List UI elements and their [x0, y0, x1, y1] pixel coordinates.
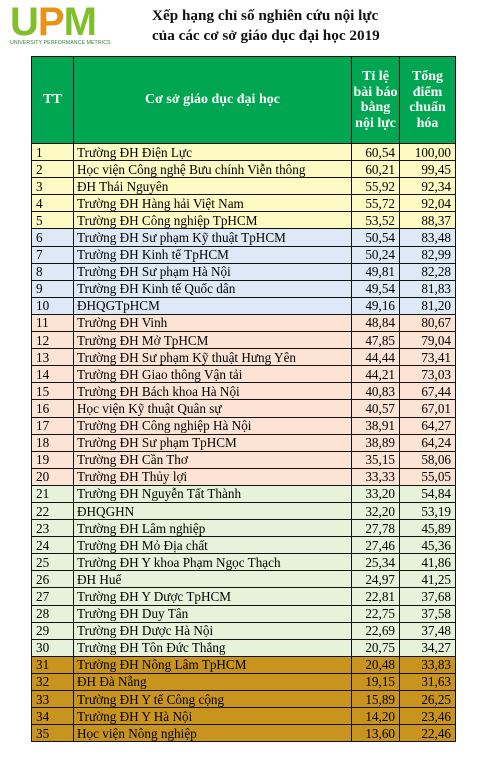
table-row	[32, 212, 456, 229]
header-tt: TT	[32, 57, 74, 144]
cell-tt: 25	[32, 554, 74, 571]
table-row	[32, 417, 456, 434]
cell-score: 22,46	[400, 725, 456, 742]
cell-name: ĐH Huế	[74, 571, 352, 588]
cell-ratio: 20,75	[352, 639, 400, 656]
cell-ratio: 55,72	[352, 195, 400, 212]
cell-tt: 24	[32, 537, 74, 554]
cell-score: 53,19	[400, 502, 456, 519]
cell-ratio: 40,57	[352, 400, 400, 417]
cell-name: Trường ĐH Y Hà Nội	[74, 708, 352, 725]
table-row	[32, 178, 456, 195]
cell-score: 100,00	[400, 144, 456, 161]
cell-score: 58,06	[400, 451, 456, 468]
table-row	[32, 366, 456, 383]
cell-score: 41,86	[400, 554, 456, 571]
table-row	[32, 656, 456, 673]
cell-tt: 9	[32, 280, 74, 297]
cell-name: Trường ĐH Mở TpHCM	[74, 332, 352, 349]
cell-name: Trường ĐH Dược Hà Nội	[74, 622, 352, 639]
cell-ratio: 27,78	[352, 520, 400, 537]
cell-name: Trường ĐH Công nghiệp TpHCM	[74, 212, 352, 229]
cell-name: Trường ĐH Y tế Công cộng	[74, 691, 352, 708]
cell-score: 73,03	[400, 366, 456, 383]
cell-score: 37,58	[400, 605, 456, 622]
cell-name: Trường ĐH Cần Thơ	[74, 451, 352, 468]
table-row	[32, 434, 456, 451]
cell-score: 67,01	[400, 400, 456, 417]
cell-ratio: 38,89	[352, 434, 400, 451]
cell-name: Trường ĐH Thủy lợi	[74, 468, 352, 485]
cell-tt: 27	[32, 588, 74, 605]
table-row	[32, 639, 456, 656]
cell-score: 54,84	[400, 485, 456, 502]
cell-tt: 23	[32, 520, 74, 537]
header-score: Tổng điểm chuẩn hóa	[400, 57, 456, 144]
cell-tt: 26	[32, 571, 74, 588]
table-row	[32, 229, 456, 246]
cell-ratio: 48,84	[352, 314, 400, 331]
table-row	[32, 195, 456, 212]
cell-name: Trường ĐH Nguyễn Tất Thành	[74, 485, 352, 502]
cell-score: 31,63	[400, 673, 456, 690]
title-line-1: Xếp hạng chỉ số nghiên cứu nội lực	[152, 7, 379, 24]
table-row	[32, 383, 456, 400]
cell-tt: 1	[32, 144, 74, 161]
cell-name: Trường ĐH Duy Tân	[74, 605, 352, 622]
cell-score: 73,41	[400, 349, 456, 366]
table-row	[32, 725, 456, 742]
cell-name: Trường ĐH Mỏ Địa chất	[74, 537, 352, 554]
cell-tt: 20	[32, 468, 74, 485]
cell-name: ĐHQGTpHCM	[74, 297, 352, 314]
logo-u: U	[10, 0, 38, 44]
cell-score: 41,25	[400, 571, 456, 588]
cell-tt: 11	[32, 314, 74, 331]
table-row	[32, 588, 456, 605]
cell-score: 80,67	[400, 314, 456, 331]
table-row	[32, 485, 456, 502]
cell-score: 92,34	[400, 178, 456, 195]
cell-tt: 22	[32, 502, 74, 519]
cell-tt: 33	[32, 691, 74, 708]
cell-name: Trường ĐH Tôn Đức Thắng	[74, 639, 352, 656]
table-row	[32, 451, 456, 468]
cell-tt: 30	[32, 639, 74, 656]
table-row	[32, 332, 456, 349]
table-row	[32, 622, 456, 639]
cell-ratio: 32,20	[352, 502, 400, 519]
cell-tt: 15	[32, 383, 74, 400]
cell-ratio: 22,81	[352, 588, 400, 605]
cell-tt: 14	[32, 366, 74, 383]
cell-ratio: 13,60	[352, 725, 400, 742]
cell-ratio: 35,15	[352, 451, 400, 468]
cell-name: Học viện Nông nghiệp	[74, 725, 352, 742]
cell-tt: 5	[32, 212, 74, 229]
cell-ratio: 25,34	[352, 554, 400, 571]
table-row	[32, 297, 456, 314]
cell-ratio: 44,44	[352, 349, 400, 366]
cell-tt: 8	[32, 263, 74, 280]
table-row	[32, 280, 456, 297]
cell-name: Trường ĐH Điện Lực	[74, 144, 352, 161]
cell-name: Trường ĐH Y khoa Phạm Ngọc Thạch	[74, 554, 352, 571]
cell-name: ĐH Thái Nguyên	[74, 178, 352, 195]
logo-p: P	[37, 0, 64, 44]
cell-score: 64,27	[400, 417, 456, 434]
cell-score: 37,48	[400, 622, 456, 639]
table-row	[32, 349, 456, 366]
cell-tt: 32	[32, 673, 74, 690]
header	[0, 0, 481, 56]
cell-score: 26,25	[400, 691, 456, 708]
cell-ratio: 27,46	[352, 537, 400, 554]
cell-score: 23,46	[400, 708, 456, 725]
cell-tt: 3	[32, 178, 74, 195]
cell-name: Trường ĐH Lâm nghiệp	[74, 520, 352, 537]
cell-ratio: 49,81	[352, 263, 400, 280]
cell-score: 99,45	[400, 161, 456, 178]
cell-name: Trường ĐH Giao thông Vận tải	[74, 366, 352, 383]
cell-ratio: 53,52	[352, 212, 400, 229]
cell-ratio: 22,69	[352, 622, 400, 639]
cell-name: Trường ĐH Sư phạm Hà Nội	[74, 263, 352, 280]
table-row	[32, 144, 456, 161]
cell-score: 45,89	[400, 520, 456, 537]
cell-name: Trường ĐH Sư phạm Kỹ thuật TpHCM	[74, 229, 352, 246]
header-ratio: Tỉ lệ bài báo bằng nội lực	[352, 57, 400, 144]
table-row	[32, 468, 456, 485]
table-row	[32, 502, 456, 519]
cell-score: 34,27	[400, 639, 456, 656]
table-row	[32, 314, 456, 331]
cell-ratio: 50,54	[352, 229, 400, 246]
cell-ratio: 33,33	[352, 468, 400, 485]
cell-ratio: 19,15	[352, 673, 400, 690]
table-row	[32, 691, 456, 708]
table-body	[32, 144, 456, 742]
cell-ratio: 14,20	[352, 708, 400, 725]
cell-score: 37,68	[400, 588, 456, 605]
cell-score: 55,05	[400, 468, 456, 485]
table-row	[32, 246, 456, 263]
cell-name: Trường ĐH Kinh tế TpHCM	[74, 246, 352, 263]
ranking-table	[31, 56, 456, 742]
cell-tt: 10	[32, 297, 74, 314]
title-line-2: của các cơ sở giáo dục đại học 2019	[152, 27, 380, 44]
cell-tt: 18	[32, 434, 74, 451]
cell-name: Trường ĐH Công nghiệp Hà Nội	[74, 417, 352, 434]
cell-score: 45,36	[400, 537, 456, 554]
cell-tt: 19	[32, 451, 74, 468]
cell-ratio: 55,92	[352, 178, 400, 195]
cell-score: 33,83	[400, 656, 456, 673]
table-header-row	[32, 57, 456, 144]
cell-name: Trường ĐH Sư phạm TpHCM	[74, 434, 352, 451]
cell-ratio: 40,83	[352, 383, 400, 400]
cell-tt: 21	[32, 485, 74, 502]
cell-tt: 12	[32, 332, 74, 349]
logo-m: M	[63, 0, 96, 44]
table-row	[32, 708, 456, 725]
cell-ratio: 44,21	[352, 366, 400, 383]
cell-tt: 13	[32, 349, 74, 366]
table-row	[32, 400, 456, 417]
page-title	[152, 6, 380, 46]
cell-ratio: 60,54	[352, 144, 400, 161]
cell-name: ĐH Đà Nẵng	[74, 673, 352, 690]
cell-tt: 6	[32, 229, 74, 246]
table-row	[32, 537, 456, 554]
cell-ratio: 47,85	[352, 332, 400, 349]
cell-ratio: 60,21	[352, 161, 400, 178]
upm-logo	[10, 2, 148, 50]
cell-tt: 7	[32, 246, 74, 263]
table-row	[32, 520, 456, 537]
cell-name: Học viện Công nghệ Bưu chính Viễn thông	[74, 161, 352, 178]
table-row	[32, 605, 456, 622]
cell-name: Trường ĐH Y Dược TpHCM	[74, 588, 352, 605]
cell-name: Trường ĐH Vinh	[74, 314, 352, 331]
cell-ratio: 49,16	[352, 297, 400, 314]
logo-letters	[10, 2, 96, 42]
cell-tt: 16	[32, 400, 74, 417]
table-row	[32, 554, 456, 571]
cell-score: 88,37	[400, 212, 456, 229]
cell-ratio: 33,20	[352, 485, 400, 502]
cell-score: 82,28	[400, 263, 456, 280]
header-name: Cơ sở giáo dục đại học	[74, 57, 352, 144]
cell-name: Trường ĐH Hàng hải Việt Nam	[74, 195, 352, 212]
table-row	[32, 161, 456, 178]
cell-tt: 4	[32, 195, 74, 212]
cell-tt: 31	[32, 656, 74, 673]
cell-tt: 28	[32, 605, 74, 622]
cell-ratio: 49,54	[352, 280, 400, 297]
cell-ratio: 15,89	[352, 691, 400, 708]
cell-name: Trường ĐH Bách khoa Hà Nội	[74, 383, 352, 400]
cell-name: Trường ĐH Kinh tế Quốc dân	[74, 280, 352, 297]
cell-name: Trường ĐH Sư phạm Kỹ thuật Hưng Yên	[74, 349, 352, 366]
cell-score: 92,04	[400, 195, 456, 212]
cell-tt: 17	[32, 417, 74, 434]
cell-name: ĐHQGHN	[74, 502, 352, 519]
cell-ratio: 24,97	[352, 571, 400, 588]
cell-score: 83,48	[400, 229, 456, 246]
cell-name: Trường ĐH Nông Lâm TpHCM	[74, 656, 352, 673]
cell-ratio: 22,75	[352, 605, 400, 622]
cell-tt: 29	[32, 622, 74, 639]
cell-score: 79,04	[400, 332, 456, 349]
cell-score: 64,24	[400, 434, 456, 451]
cell-ratio: 50,24	[352, 246, 400, 263]
cell-ratio: 38,91	[352, 417, 400, 434]
cell-name: Học viện Kỹ thuật Quân sự	[74, 400, 352, 417]
cell-tt: 2	[32, 161, 74, 178]
cell-score: 82,99	[400, 246, 456, 263]
cell-tt: 34	[32, 708, 74, 725]
table-row	[32, 571, 456, 588]
table-row	[32, 673, 456, 690]
cell-tt: 35	[32, 725, 74, 742]
cell-score: 81,83	[400, 280, 456, 297]
cell-ratio: 20,48	[352, 656, 400, 673]
logo-tagline: UNIVERSITY PERFORMANCE METRICS	[10, 40, 111, 46]
table-row	[32, 263, 456, 280]
cell-score: 67,44	[400, 383, 456, 400]
cell-score: 81,20	[400, 297, 456, 314]
